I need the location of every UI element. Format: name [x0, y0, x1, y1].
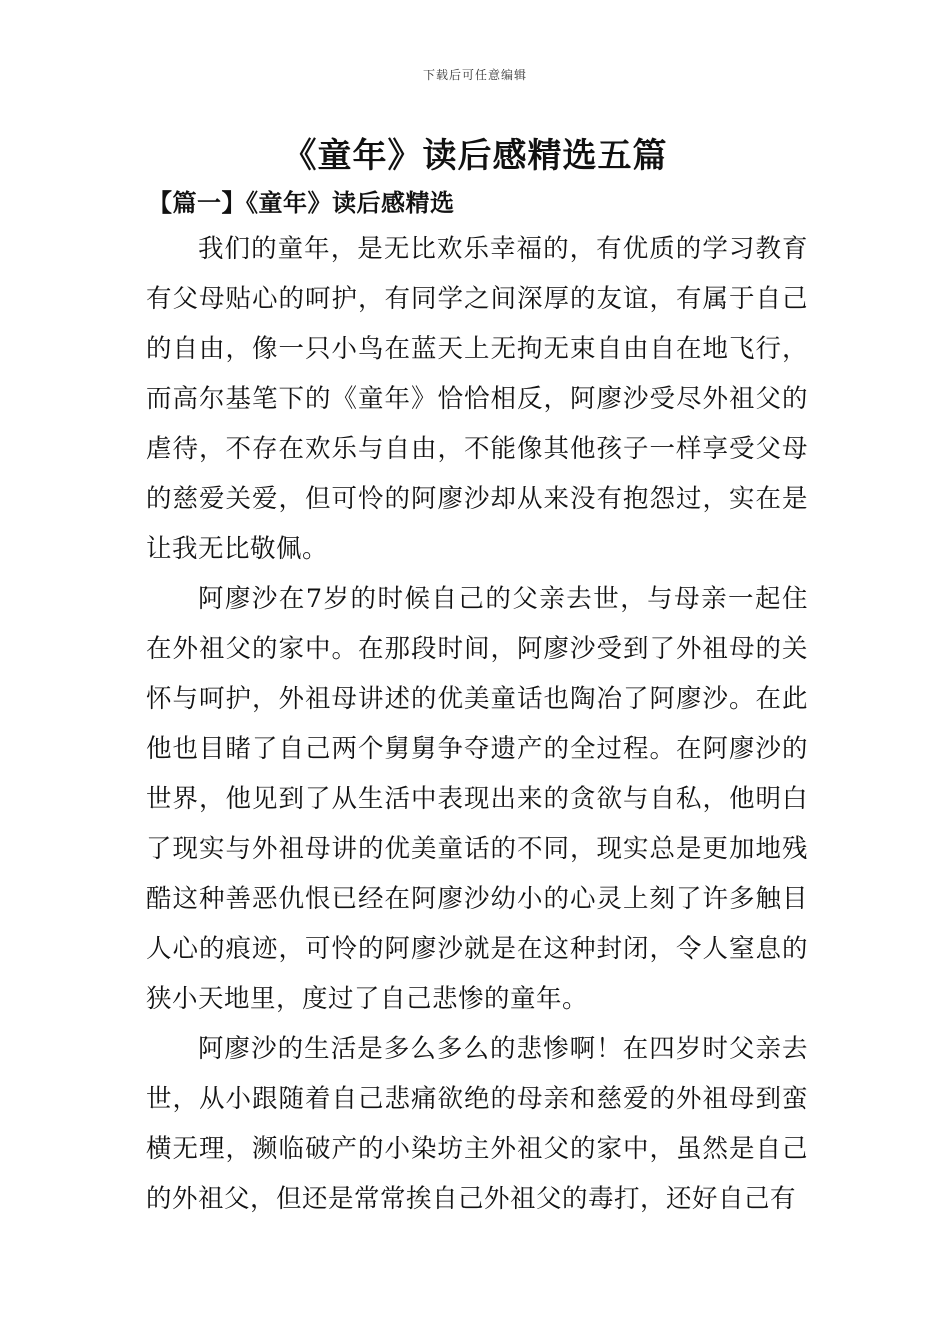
- document-body: [146, 224, 808, 1224]
- header-note: 下载后可任意编辑: [422, 68, 527, 82]
- section-heading: 【篇一】《童年》读后感精选: [148, 188, 455, 217]
- paragraph-3: 阿廖沙的生活是多么多么的悲惨啊！在四岁时父亲去世，从小跟随着自己悲痛欲绝的母亲和慈爱的外祖母到蛮横无理，濒临破产的小染坊主外祖父的家中，虽然是自己的外祖父，但还是常常挨自己外祖父的毒打，还好自己有: [146, 1034, 808, 1214]
- paragraph-1: 我们的童年，是无比欢乐幸福的，有优质的学习教育有父母贴心的呵护，有同学之间深厚的友谊，有属于自己的自由，像一只小鸟在蓝天上无拘无束自由自在地飞行，而高尔基笔下的《童年》恰恰相反，阿廖沙受尽外祖父的虐待，不存在欢乐与自由，不能像其他孩子一样享受父母的慈爱关爱，但可怜的阿廖沙却从来没有抱怨过，实在是让我无比敬佩。: [146, 234, 808, 564]
- document-title: 《童年》读后感精选五篇: [282, 136, 668, 176]
- paragraph-2: 阿廖沙在7岁的时候自己的父亲去世，与母亲一起住在外祖父的家中。在那段时间，阿廖沙受到了外祖母的关怀与呵护，外祖母讲述的优美童话也陶冶了阿廖沙。在此他也目睹了自己两个舅舅争夺遗产的全过程。在阿廖沙的世界，他见到了从生活中表现出来的贪欲与自私，他明白了现实与外祖母讲的优美童话的不同，现实总是更加地残酷这种善恶仇恨已经在阿廖沙幼小的心灵上刻了许多触目人心的痕迹，可怜的阿廖沙就是在这种封闭，令人窒息的狭小天地里，度过了自己悲惨的童年。: [146, 584, 808, 1014]
